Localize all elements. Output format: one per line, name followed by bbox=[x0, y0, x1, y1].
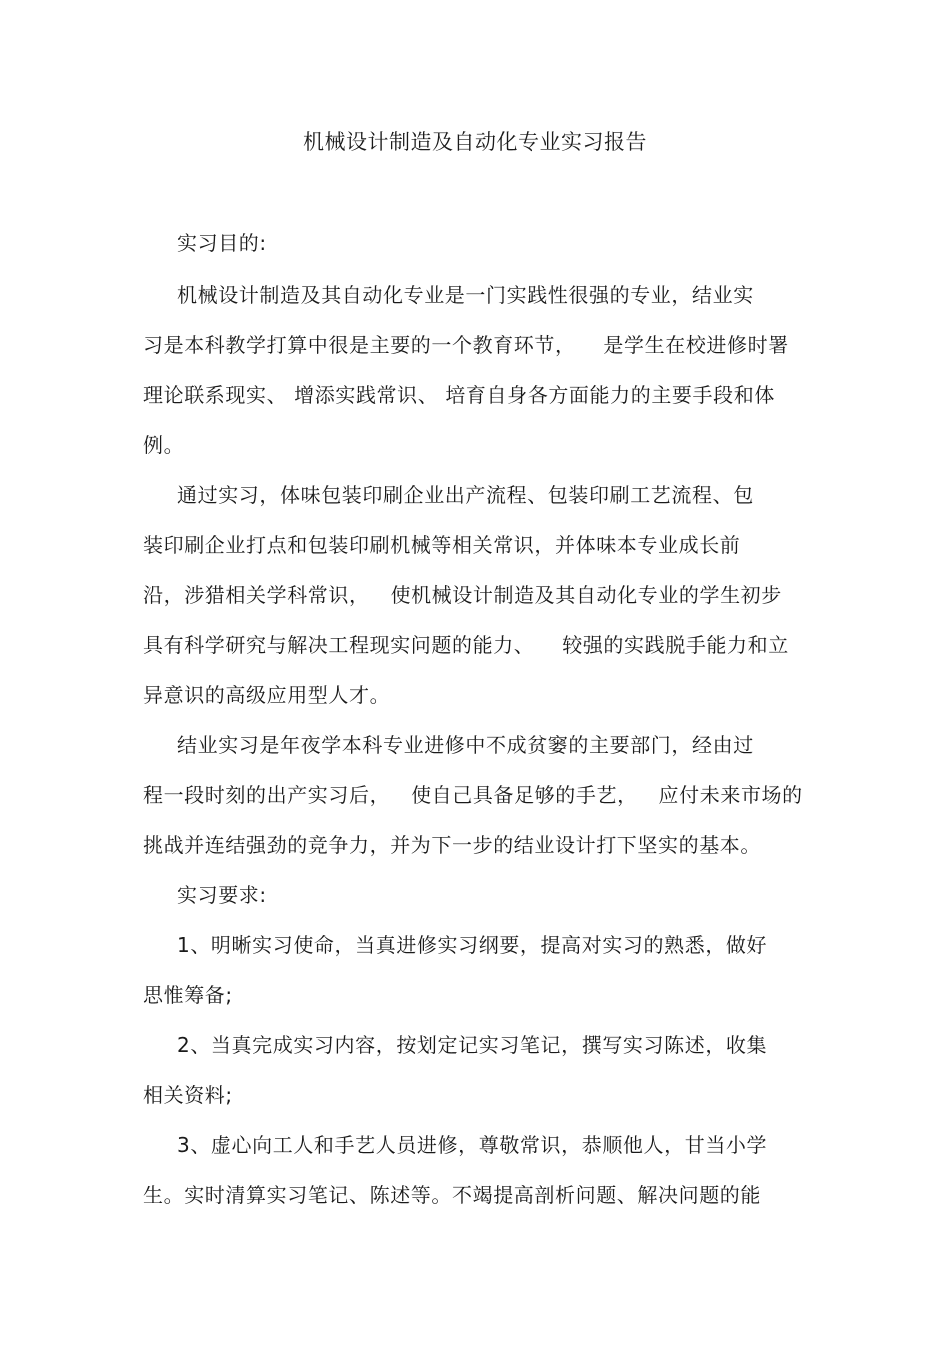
paragraph-line: 机械设计制造及其自动化专业是一门实践性很强的专业，结业实 bbox=[177, 283, 754, 307]
document-title: 机械设计制造及自动化专业实习报告 bbox=[303, 130, 647, 154]
list-item-line: 1、明晰实习使命，当真进修实习纲要，提高对实习的熟悉，做好 bbox=[177, 933, 768, 957]
paragraph-line: 具有科学研究与解决工程现实问题的能力、 较强的实践脱手能力和立 bbox=[143, 633, 789, 657]
paragraph-line: 例。 bbox=[143, 433, 185, 457]
list-item-line: 2、当真完成实习内容，按划定记实习笔记，撰写实习陈述，收集 bbox=[177, 1033, 768, 1057]
list-item-line: 生。实时清算实习笔记、陈述等。不竭提高剖析问题、解决问题的能 bbox=[143, 1183, 761, 1207]
paragraph-line: 结业实习是年夜学本科专业进修中不成贫窭的主要部门，经由过 bbox=[177, 733, 754, 757]
paragraph-line: 挑战并连结强劲的竞争力，并为下一步的结业设计打下坚实的基本。 bbox=[143, 833, 761, 857]
paragraph-line: 装印刷企业打点和包装印刷机械等相关常识，并体味本专业成长前 bbox=[143, 533, 741, 557]
paragraph-line: 理论联系现实、 增添实践常识、 培育自身各方面能力的主要手段和体 bbox=[143, 383, 775, 407]
paragraph-line: 沿，涉猎相关学科常识， 使机械设计制造及其自动化专业的学生初步 bbox=[143, 583, 782, 607]
list-item-line: 相关资料; bbox=[143, 1083, 233, 1107]
paragraph-line: 异意识的高级应用型人才。 bbox=[143, 683, 391, 707]
paragraph-line: 程一段时刻的出产实习后， 使自己具备足够的手艺， 应付未来市场的 bbox=[143, 783, 803, 807]
paragraph-line: 通过实习，体味包装印刷企业出产流程、包装印刷工艺流程、包 bbox=[177, 483, 754, 507]
list-item-line: 思惟筹备; bbox=[143, 983, 233, 1007]
list-item-line: 3、虚心向工人和手艺人员进修，尊敬常识，恭顺他人，甘当小学 bbox=[177, 1133, 768, 1157]
section-heading-requirements: 实习要求: bbox=[177, 883, 267, 907]
paragraph-line: 习是本科教学打算中很是主要的一个教育环节， 是学生在校进修时署 bbox=[143, 333, 789, 357]
section-heading-purpose: 实习目的: bbox=[177, 231, 267, 255]
